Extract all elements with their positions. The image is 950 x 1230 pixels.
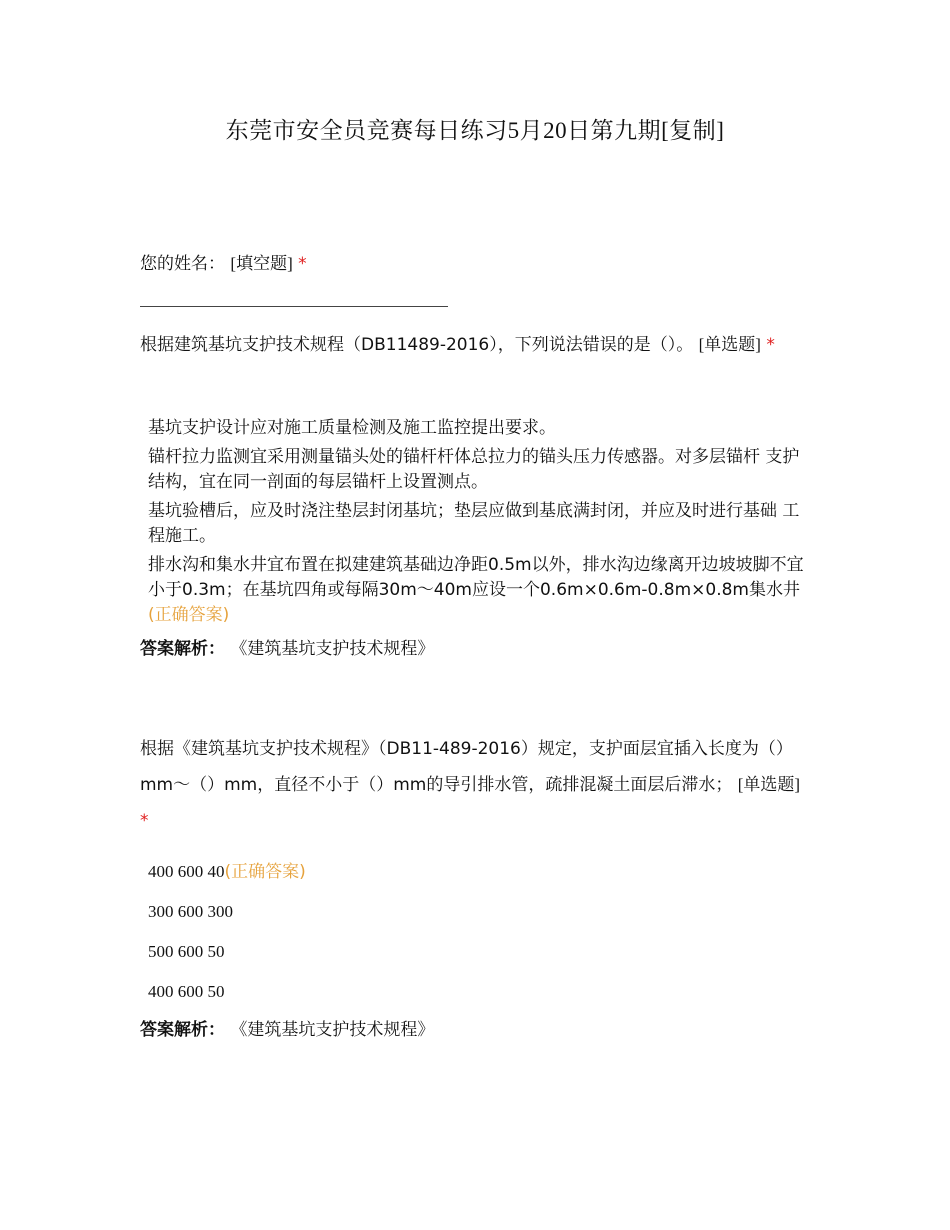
question-type: [填空题] [230, 254, 293, 273]
question-3 [140, 731, 810, 839]
option-correct[interactable] [148, 852, 810, 892]
option[interactable]: 500 600 50 [148, 942, 225, 961]
question-2 [140, 327, 810, 363]
option[interactable]: 基坑验槽后，应及时浇注垫层封闭基坑；垫层应做到基底满封闭，并应及时进行基础 工程施工。 [148, 501, 800, 546]
option[interactable]: 400 600 50 [148, 982, 225, 1001]
question-text: 根据建筑基坑支护技术规程（DB11489-2016），下列说法错误的是（）。 [140, 335, 694, 355]
analysis-text: 《建筑基坑支护技术规程》 [230, 639, 435, 659]
question-text: 您的姓名： [140, 254, 225, 274]
question-text: 根据《建筑基坑支护技术规程》（DB11-489-2016）规定，支护面层宜插入长度为（）mm～（）mm，直径不小于（）mm的导引排水管，疏排混凝土面层后滞水； [140, 739, 793, 795]
required-mark: * [298, 254, 307, 274]
option-text: 400 600 40 [148, 862, 225, 881]
question-3-options [148, 852, 810, 1012]
question-3-analysis [140, 1017, 434, 1043]
question-type: [单选题] [698, 335, 761, 354]
analysis-label: 答案解析： [140, 1020, 225, 1040]
option-text: 排水沟和集水井宜布置在拟建建筑基础边净距0.5m以外，排水沟边缘离开边坡坡脚不宜小于0.3m；在基坑四角或每隔30m～40m应设一个0.6m×0.6m-0.8m×0.8m集水井 [148, 555, 804, 600]
question-2-analysis [140, 636, 434, 662]
question-2-options [148, 416, 810, 632]
analysis-text: 《建筑基坑支护技术规程》 [230, 1020, 435, 1040]
correct-answer-badge: (正确答案) [148, 605, 230, 625]
option-correct[interactable] [148, 553, 810, 628]
required-mark: * [766, 335, 775, 355]
option[interactable]: 基坑支护设计应对施工质量检测及施工监控提出要求。 [148, 418, 556, 438]
name-answer-line[interactable] [140, 306, 448, 307]
page-title: 东莞市安全员竞赛每日练习5月20日第九期[复制] [225, 118, 725, 143]
option[interactable]: 300 600 300 [148, 902, 233, 921]
option[interactable]: 锚杆拉力监测宜采用测量锚头处的锚杆杆体总拉力的锚头压力传感器。对多层锚杆 支护结构，宜在同一剖面的每层锚杆上设置测点。 [148, 447, 800, 492]
required-mark: * [140, 811, 149, 831]
question-type: [单选题] [737, 775, 801, 794]
question-name [140, 246, 810, 282]
correct-answer-badge: (正确答案) [224, 862, 306, 882]
analysis-label: 答案解析： [140, 639, 225, 659]
